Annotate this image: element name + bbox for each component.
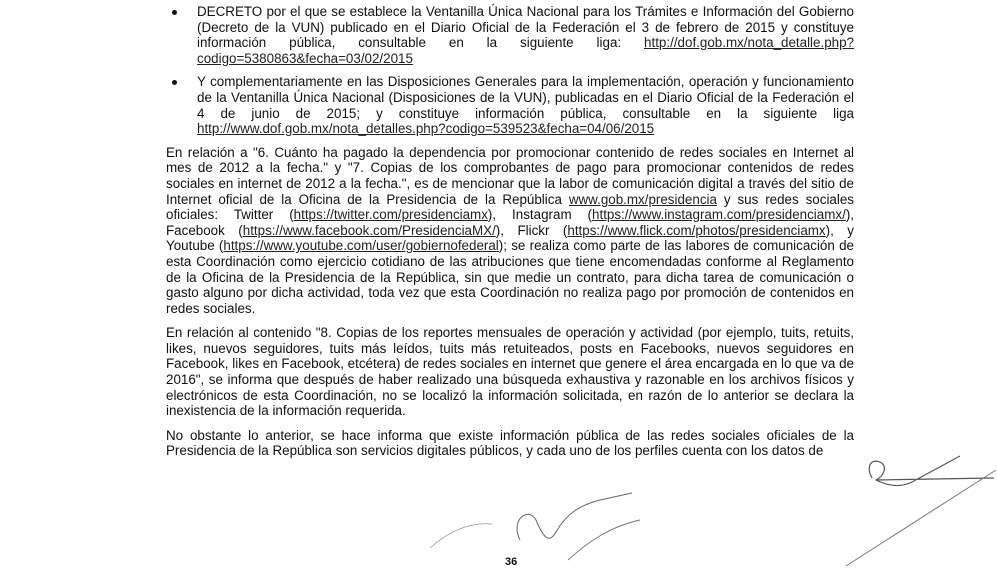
dof-link-disposiciones[interactable]: http://www.dof.gob.mx/nota_detalles.php?codigo=539523&fecha=04/06/2015 [197, 121, 655, 137]
paragraph-text: ), Flickr ( [495, 222, 568, 238]
bullet-text: Y complementariamente en las Disposiciones Generales para la implementación, operación y funcionamiento de la Ventanilla Única Nacional (Disposiciones de la VUN), publicadas en el Diario Oficial de la Federación el 4 de junio de 2015; y constituye información pública, consultable en la siguiente liga [197, 74, 854, 121]
facebook-link[interactable]: https://www.facebook.com/PresidenciaMX/ [242, 222, 496, 238]
paragraph-text: ), Facebook ( [166, 207, 854, 238]
presidencia-site-link[interactable]: www.gob.mx/presidencia [568, 191, 717, 207]
twitter-link[interactable]: https://twitter.com/presidenciamx [293, 207, 488, 223]
paragraph-no-obstante: No obstante lo anterior, se hace informa que existe información pública de las redes sociales oficiales de la Presidencia de la República son servicios digitales públicos, y cada uno de los perfiles cuenta con los datos de [166, 427, 854, 459]
paragraph-text: ), y Youtube ( [166, 222, 854, 254]
flickr-link[interactable]: https://www.flick.com/photos/presidenciamx [567, 222, 826, 238]
paragraph-reportes-mensuales: En relación al contenido "8. Copias de los reportes mensuales de operación y actividad (por ejemplo, tuits, retuits, likes, nuevos seguidores, tuits más leídos, tuits más retuiteados, posts en Facebooks, nuevos seguidores en Facebook, likes en Facebook, etcétera) de redes sociales en internet que genere el área encargada en lo que va de 2016", se informa que después de haber realizado una búsqueda exhaustiva y razonable en los archivos físicos y electrónicos de esta Coordinación, no se localizó la información solicitada, en razón de lo anterior se declara la inexistencia de la información requerida. [166, 325, 854, 419]
paragraph-text: ), Instagram ( [487, 207, 593, 223]
paragraph-text: En relación a "6. Cuánto ha pagado la dependencia por promocionar contenido de redes sociales en Internet al mes de 2012 a la fecha." y "7. Copias de los comprobantes de pago para promocionar contenidos de redes sociales en internet de 2012 a la fecha.", es de mencionar que la labor de comunicación digital a través del sitio de Internet oficial de la Oficina de la Presidencia de la República [166, 144, 854, 207]
paragraph-text: y sus redes sociales oficiales: Twitter ( [166, 191, 854, 223]
bullet-text: DECRETO por el que se establece la Ventanilla Única Nacional para los Trámites e Información del Gobierno (Decreto de la VUN) publicado en el Diario Oficial de la Federación el 3 de febrero de 2015 y constituye información pública, consultable en la siguiente liga: [197, 4, 854, 51]
instagram-link[interactable]: https://www.instagram.com/presidenciamx/ [592, 207, 846, 223]
paragraph-text: ); se realiza como parte de las labores de comunicación de esta Coordinación como ejercicio cotidiano de las atribuciones que tiene encomendadas conforme al Reglamento de la Oficina de la Presidencia de la República, sin que medie un contrato, para dicha tarea de comunicación o gasto alguno por dicha actividad, toda vez que esta Coordinación no realiza pago por promoción de contenidos en redes sociales. [166, 238, 854, 316]
dof-link-decreto[interactable]: http://dof.gob.mx/nota_detalle.php?codigo=5380863&fecha=03/02/2015 [197, 35, 854, 66]
page-number: 36 [505, 556, 518, 568]
youtube-link[interactable]: https://www.youtube.com/user/gobiernofederal [223, 238, 499, 254]
